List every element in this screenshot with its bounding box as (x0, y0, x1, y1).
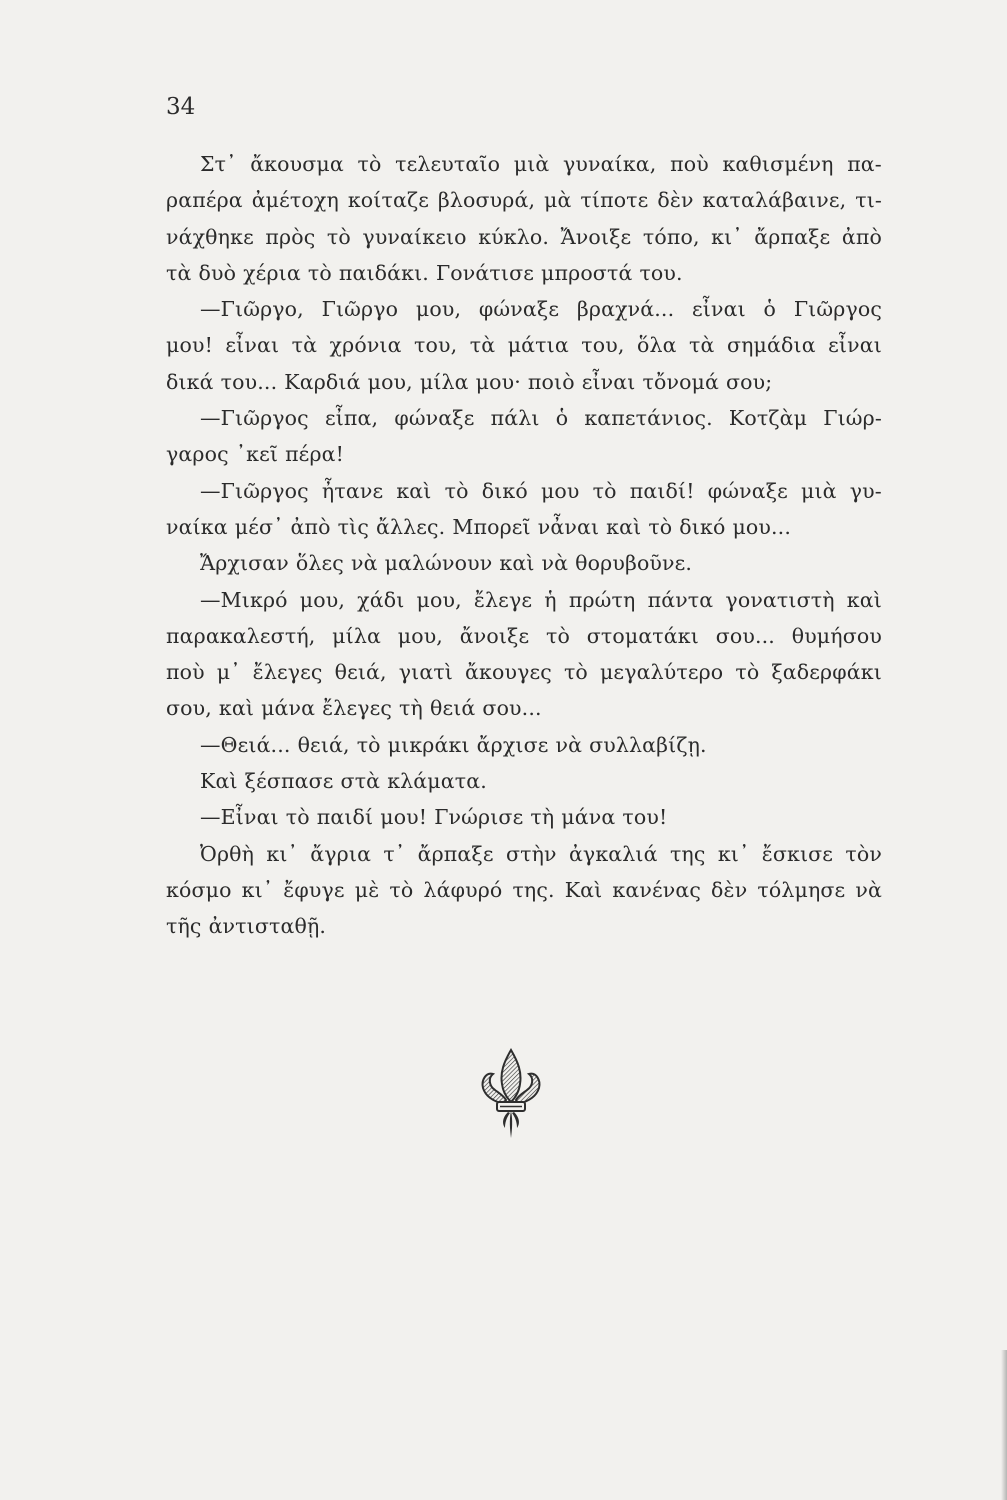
text-line: τῆς ἀντισταθῇ. (166, 914, 327, 939)
body-text (166, 146, 882, 945)
text-line: σου, καὶ μάνα ἔλεγες τὴ θειά σου... (166, 696, 542, 721)
fleur-de-lis-icon (480, 1048, 542, 1140)
text-line: ποὺ μ᾿ ἔλεγες θειά, γιατὶ ἄκουγες τὸ μεγαλύτερο τὸ ξαδερφάκι (166, 660, 882, 685)
text-line: γαρος ᾿κεῖ πέρα! (166, 442, 345, 467)
text-line: Ὀρθὴ κι᾿ ἄγρια τ᾿ ἄρπαξε στὴν ἀγκαλιά της κι᾿ ἔσκισε τὸν (200, 841, 882, 866)
text-line: —Μικρό μου, χάδι μου, ἔλεγε ἡ πρώτη πάντα γονατιστὴ καὶ (200, 587, 882, 612)
text-line: δικά του... Καρδιά μου, μίλα μου· ποιὸ εἶναι τὄνομά σου; (166, 369, 773, 394)
text-line: —Γιῶργο, Γιῶργο μου, φώναξε βραχνά... εἶναι ὁ Γιῶργος (200, 297, 882, 322)
text-line: Καὶ ξέσπασε στὰ κλάματα. (200, 769, 487, 794)
text-line: νάχθηκε πρὸς τὸ γυναίκειο κύκλο. Ἄνοιξε τόπο, κι᾿ ἄρπαξε ἀπὸ (166, 224, 882, 249)
page-number: 34 (166, 94, 196, 120)
text-line: —Θειά... θειά, τὸ μικράκι ἄρχισε νὰ συλλαβίζῃ. (200, 732, 707, 757)
text-line: Στ᾿ ἄκουσμα τὸ τελευταῖο μιὰ γυναίκα, ποὺ καθισμένη πα- (200, 152, 882, 176)
scan-edge-shadow (1001, 1350, 1007, 1500)
text-line: —Γιῶργος εἶπα, φώναξε πάλι ὁ καπετάνιος. Κοτζὰμ Γιώρ- (200, 406, 882, 431)
text-line: κόσμο κι᾿ ἔφυγε μὲ τὸ λάφυρό της. Καὶ κανένας δὲν τόλμησε νὰ (166, 877, 882, 902)
text-line: ραπέρα ἀμέτοχη κοίταζε βλοσυρά, μὰ τίποτε δὲν καταλάβαινε, τι- (166, 188, 882, 213)
text-line: —Γιῶργος ἦτανε καὶ τὸ δικό μου τὸ παιδί! φώναξε μιὰ γυ- (200, 478, 882, 503)
text-line: —Εἶναι τὸ παιδί μου! Γνώρισε τὴ μάνα του! (200, 805, 668, 830)
text-line: μου! εἶναι τὰ χρόνια του, τὰ μάτια του, ὅλα τὰ σημάδια εἶναι (166, 333, 882, 358)
text-line: Ἄρχισαν ὅλες νὰ μαλώνουν καὶ νὰ θορυβοῦνε. (200, 551, 693, 576)
text-line: ναίκα μέσ᾿ ἀπὸ τὶς ἄλλες. Μπορεῖ νἆναι καὶ τὸ δικό μου... (166, 514, 792, 539)
text-line: τὰ δυὸ χέρια τὸ παιδάκι. Γονάτισε μπροστά του. (166, 260, 683, 285)
text-line: παρακαλεστή, μίλα μου, ἄνοιξε τὸ στοματάκι σου... θυμήσου (166, 623, 882, 648)
